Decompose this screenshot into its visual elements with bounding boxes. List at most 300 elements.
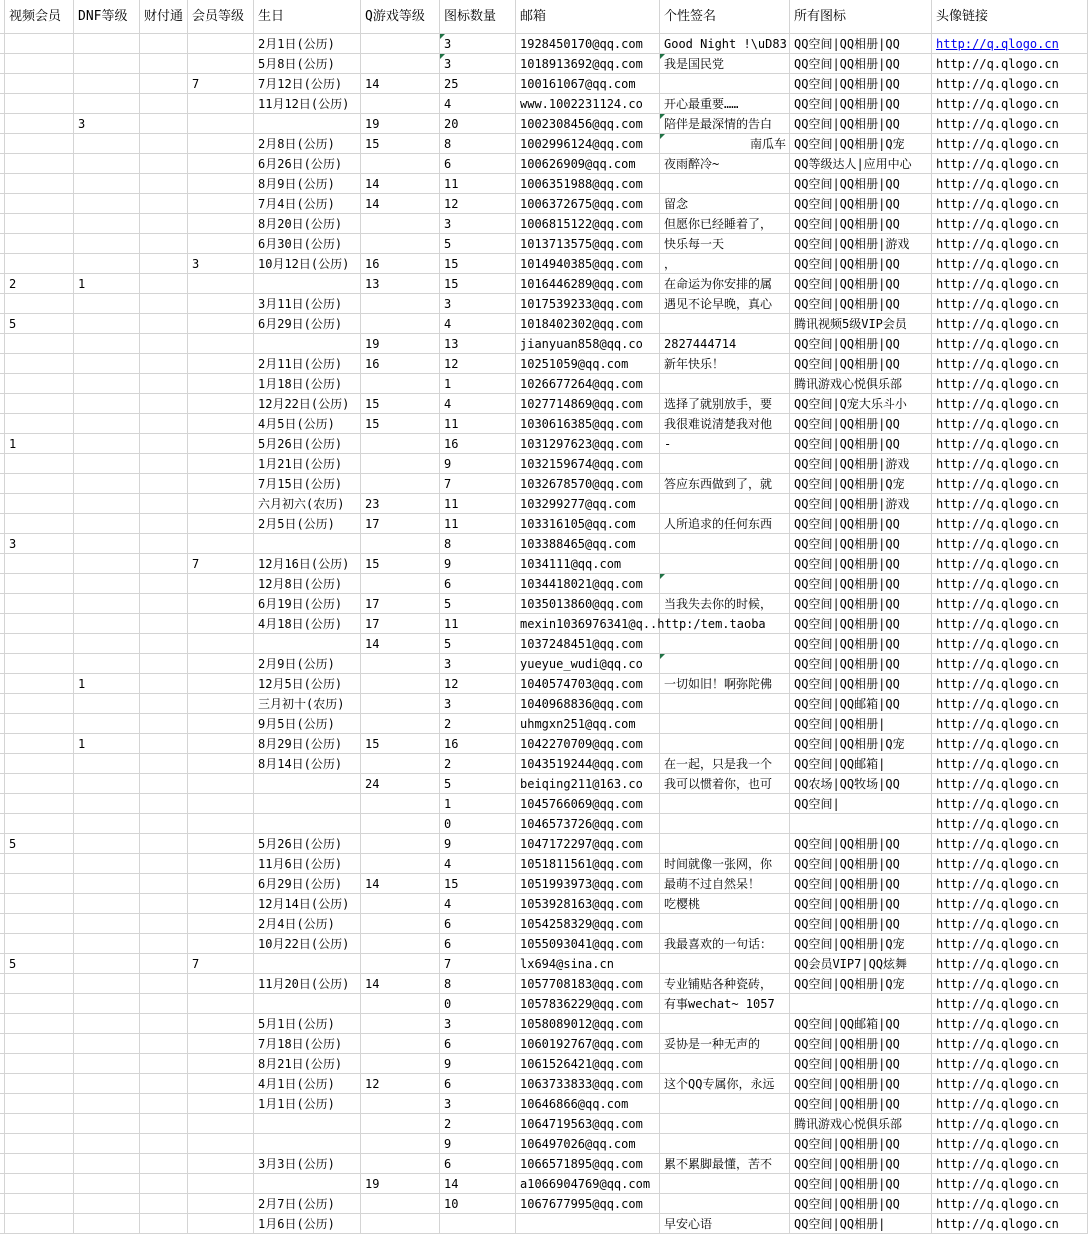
cell-i-15[interactable] <box>660 314 790 334</box>
cell-c-43[interactable] <box>140 874 188 894</box>
cell-e-20[interactable]: 4月5日(公历) <box>254 414 361 434</box>
avatar-link[interactable]: http://q.qlogo.cn <box>936 1177 1059 1191</box>
cell-c-30[interactable] <box>140 614 188 634</box>
avatar-link[interactable]: http://q.qlogo.cn <box>936 117 1059 131</box>
cell-e-18[interactable]: 1月18日(公历) <box>254 374 361 394</box>
cell-i-35[interactable] <box>660 714 790 734</box>
cell-i-44[interactable]: 吃樱桃 <box>660 894 790 914</box>
cell-g-17[interactable]: 12 <box>440 354 516 374</box>
avatar-link[interactable]: http://q.qlogo.cn <box>936 37 1059 51</box>
avatar-link[interactable]: http://q.qlogo.cn <box>936 457 1059 471</box>
cell-i-6[interactable]: 南瓜车 <box>660 134 790 154</box>
cell-f-29[interactable]: 17 <box>361 594 440 614</box>
cell-i-37[interactable]: 在一起，只是我一个 <box>660 754 790 774</box>
cell-h-16[interactable]: jianyuan858@qq.co <box>516 334 660 354</box>
cell-b-8[interactable] <box>74 174 140 194</box>
cell-e-28[interactable]: 12月8日(公历) <box>254 574 361 594</box>
cell-c-59[interactable] <box>140 1194 188 1214</box>
cell-c-27[interactable] <box>140 554 188 574</box>
cell-g-34[interactable]: 3 <box>440 694 516 714</box>
cell-b-36[interactable]: 1 <box>74 734 140 754</box>
cell-b-20[interactable] <box>74 414 140 434</box>
cell-h-23[interactable]: 1032678570@qq.com <box>516 474 660 494</box>
cell-a-45[interactable] <box>5 914 74 934</box>
cell-e-44[interactable]: 12月14日(公历) <box>254 894 361 914</box>
cell-k-42[interactable] <box>932 854 1088 874</box>
cell-b-31[interactable] <box>74 634 140 654</box>
cell-a-28[interactable] <box>5 574 74 594</box>
cell-h-27[interactable]: 1034111@qq.com <box>516 554 660 574</box>
cell-d-14[interactable] <box>188 294 254 314</box>
cell-e-45[interactable]: 2月4日(公历) <box>254 914 361 934</box>
cell-f-41[interactable] <box>361 834 440 854</box>
cell-j-29[interactable]: QQ空间|QQ相册|QQ <box>790 594 932 614</box>
cell-i-51[interactable]: 妥协是一种无声的 <box>660 1034 790 1054</box>
cell-h-7[interactable]: 100626909@qq.com <box>516 154 660 174</box>
cell-d-52[interactable] <box>188 1054 254 1074</box>
cell-e-38[interactable] <box>254 774 361 794</box>
cell-b-6[interactable] <box>74 134 140 154</box>
cell-e-60[interactable]: 1月6日(公历) <box>254 1214 361 1234</box>
cell-g-47[interactable]: 7 <box>440 954 516 974</box>
cell-f-2[interactable] <box>361 54 440 74</box>
cell-c-8[interactable] <box>140 174 188 194</box>
cell-i-21[interactable]: - <box>660 434 790 454</box>
cell-g-1[interactable]: 3 <box>440 34 516 54</box>
cell-b-59[interactable] <box>74 1194 140 1214</box>
cell-f-59[interactable] <box>361 1194 440 1214</box>
cell-k-32[interactable] <box>932 654 1088 674</box>
cell-k-31[interactable] <box>932 634 1088 654</box>
cell-e-47[interactable] <box>254 954 361 974</box>
cell-f-20[interactable]: 15 <box>361 414 440 434</box>
cell-d-30[interactable] <box>188 614 254 634</box>
cell-b-3[interactable] <box>74 74 140 94</box>
cell-h-17[interactable]: 10251059@qq.com <box>516 354 660 374</box>
cell-i-28[interactable] <box>660 574 790 594</box>
cell-c-2[interactable] <box>140 54 188 74</box>
cell-k-27[interactable] <box>932 554 1088 574</box>
cell-f-5[interactable]: 19 <box>361 114 440 134</box>
cell-b-33[interactable]: 1 <box>74 674 140 694</box>
cell-g-60[interactable] <box>440 1214 516 1234</box>
cell-k-23[interactable] <box>932 474 1088 494</box>
cell-d-37[interactable] <box>188 754 254 774</box>
cell-c-23[interactable] <box>140 474 188 494</box>
cell-c-24[interactable] <box>140 494 188 514</box>
cell-e-35[interactable]: 9月5日(公历) <box>254 714 361 734</box>
avatar-link[interactable]: http://q.qlogo.cn <box>936 1137 1059 1151</box>
cell-d-22[interactable] <box>188 454 254 474</box>
cell-g-30[interactable]: 11 <box>440 614 516 634</box>
cell-a-36[interactable] <box>5 734 74 754</box>
cell-h-51[interactable]: 1060192767@qq.com <box>516 1034 660 1054</box>
cell-e-50[interactable]: 5月1日(公历) <box>254 1014 361 1034</box>
cell-c-28[interactable] <box>140 574 188 594</box>
cell-b-9[interactable] <box>74 194 140 214</box>
avatar-link[interactable]: http://q.qlogo.cn <box>936 817 1059 831</box>
cell-k-34[interactable] <box>932 694 1088 714</box>
cell-g-46[interactable]: 6 <box>440 934 516 954</box>
cell-g-49[interactable]: 0 <box>440 994 516 1014</box>
cell-h-2[interactable]: 1018913692@qq.com <box>516 54 660 74</box>
cell-i-36[interactable] <box>660 734 790 754</box>
cell-k-45[interactable] <box>932 914 1088 934</box>
cell-a-6[interactable] <box>5 134 74 154</box>
cell-g-44[interactable]: 4 <box>440 894 516 914</box>
cell-g-12[interactable]: 15 <box>440 254 516 274</box>
cell-h-55[interactable]: 1064719563@qq.com <box>516 1114 660 1134</box>
cell-k-1[interactable] <box>932 34 1088 54</box>
avatar-link[interactable]: http://q.qlogo.cn <box>936 857 1059 871</box>
cell-g-45[interactable]: 6 <box>440 914 516 934</box>
cell-h-13[interactable]: 1016446289@qq.com <box>516 274 660 294</box>
cell-g-23[interactable]: 7 <box>440 474 516 494</box>
cell-f-17[interactable]: 16 <box>361 354 440 374</box>
cell-k-5[interactable] <box>932 114 1088 134</box>
cell-k-14[interactable] <box>932 294 1088 314</box>
cell-b-15[interactable] <box>74 314 140 334</box>
cell-j-19[interactable]: QQ空间|Q宠大乐斗小 <box>790 394 932 414</box>
cell-g-48[interactable]: 8 <box>440 974 516 994</box>
cell-k-6[interactable] <box>932 134 1088 154</box>
cell-i-4[interactable]: 开心最重要…… <box>660 94 790 114</box>
cell-b-51[interactable] <box>74 1034 140 1054</box>
avatar-link[interactable]: http://q.qlogo.cn <box>936 957 1059 971</box>
cell-a-59[interactable] <box>5 1194 74 1214</box>
cell-h-57[interactable]: 1066571895@qq.com <box>516 1154 660 1174</box>
cell-e-32[interactable]: 2月9日(公历) <box>254 654 361 674</box>
cell-k-17[interactable] <box>932 354 1088 374</box>
cell-k-7[interactable] <box>932 154 1088 174</box>
cell-j-52[interactable]: QQ空间|QQ相册|QQ <box>790 1054 932 1074</box>
cell-g-35[interactable]: 2 <box>440 714 516 734</box>
cell-c-18[interactable] <box>140 374 188 394</box>
cell-f-44[interactable] <box>361 894 440 914</box>
cell-f-25[interactable]: 17 <box>361 514 440 534</box>
cell-f-43[interactable]: 14 <box>361 874 440 894</box>
cell-g-58[interactable]: 14 <box>440 1174 516 1194</box>
cell-a-60[interactable] <box>5 1214 74 1234</box>
cell-j-41[interactable]: QQ空间|QQ相册|QQ <box>790 834 932 854</box>
cell-i-32[interactable] <box>660 654 790 674</box>
cell-k-30[interactable] <box>932 614 1088 634</box>
cell-g-51[interactable]: 6 <box>440 1034 516 1054</box>
avatar-link[interactable]: http://q.qlogo.cn <box>936 1217 1059 1231</box>
cell-d-17[interactable] <box>188 354 254 374</box>
cell-k-37[interactable] <box>932 754 1088 774</box>
cell-e-54[interactable]: 1月1日(公历) <box>254 1094 361 1114</box>
cell-i-49[interactable]: 有事wechat~ 1057 <box>660 994 790 1014</box>
cell-g-24[interactable]: 11 <box>440 494 516 514</box>
cell-d-36[interactable] <box>188 734 254 754</box>
cell-j-49[interactable] <box>790 994 932 1014</box>
cell-g-33[interactable]: 12 <box>440 674 516 694</box>
cell-e-31[interactable] <box>254 634 361 654</box>
cell-i-3[interactable] <box>660 74 790 94</box>
cell-c-34[interactable] <box>140 694 188 714</box>
cell-h-36[interactable]: 1042270709@qq.com <box>516 734 660 754</box>
cell-d-56[interactable] <box>188 1134 254 1154</box>
cell-h-42[interactable]: 1051811561@qq.com <box>516 854 660 874</box>
cell-i-50[interactable] <box>660 1014 790 1034</box>
cell-k-18[interactable] <box>932 374 1088 394</box>
cell-f-18[interactable] <box>361 374 440 394</box>
cell-a-11[interactable] <box>5 234 74 254</box>
cell-j-18[interactable]: 腾讯游戏心悦俱乐部 <box>790 374 932 394</box>
cell-f-13[interactable]: 13 <box>361 274 440 294</box>
cell-a-55[interactable] <box>5 1114 74 1134</box>
avatar-link[interactable]: http://q.qlogo.cn <box>936 397 1059 411</box>
cell-d-57[interactable] <box>188 1154 254 1174</box>
cell-i-16[interactable]: 2827444714 <box>660 334 790 354</box>
cell-j-58[interactable]: QQ空间|QQ相册|QQ <box>790 1174 932 1194</box>
cell-b-41[interactable] <box>74 834 140 854</box>
avatar-link[interactable]: http://q.qlogo.cn <box>936 137 1059 151</box>
cell-b-48[interactable] <box>74 974 140 994</box>
cell-h-11[interactable]: 1013713575@qq.com <box>516 234 660 254</box>
cell-k-58[interactable] <box>932 1174 1088 1194</box>
cell-j-56[interactable]: QQ空间|QQ相册|QQ <box>790 1134 932 1154</box>
cell-b-12[interactable] <box>74 254 140 274</box>
cell-g-41[interactable]: 9 <box>440 834 516 854</box>
cell-g-43[interactable]: 15 <box>440 874 516 894</box>
cell-c-58[interactable] <box>140 1174 188 1194</box>
cell-c-6[interactable] <box>140 134 188 154</box>
cell-a-40[interactable] <box>5 814 74 834</box>
cell-i-59[interactable] <box>660 1194 790 1214</box>
cell-h-22[interactable]: 1032159674@qq.com <box>516 454 660 474</box>
cell-g-57[interactable]: 6 <box>440 1154 516 1174</box>
cell-e-53[interactable]: 4月1日(公历) <box>254 1074 361 1094</box>
cell-k-8[interactable] <box>932 174 1088 194</box>
cell-b-23[interactable] <box>74 474 140 494</box>
cell-k-33[interactable] <box>932 674 1088 694</box>
cell-h-43[interactable]: 1051993973@qq.com <box>516 874 660 894</box>
cell-f-11[interactable] <box>361 234 440 254</box>
cell-a-50[interactable] <box>5 1014 74 1034</box>
cell-b-24[interactable] <box>74 494 140 514</box>
avatar-link[interactable]: http://q.qlogo.cn <box>936 637 1059 651</box>
cell-j-59[interactable]: QQ空间|QQ相册|QQ <box>790 1194 932 1214</box>
cell-c-56[interactable] <box>140 1134 188 1154</box>
column-header-c[interactable]: 财付通 <box>140 0 188 34</box>
cell-e-33[interactable]: 12月5日(公历) <box>254 674 361 694</box>
cell-f-12[interactable]: 16 <box>361 254 440 274</box>
cell-f-10[interactable] <box>361 214 440 234</box>
cell-j-60[interactable]: QQ空间|QQ相册| <box>790 1214 932 1234</box>
cell-i-11[interactable]: 快乐每一天 <box>660 234 790 254</box>
cell-f-8[interactable]: 14 <box>361 174 440 194</box>
cell-j-34[interactable]: QQ空间|QQ邮箱|QQ <box>790 694 932 714</box>
avatar-link[interactable]: http://q.qlogo.cn <box>936 237 1059 251</box>
cell-g-15[interactable]: 4 <box>440 314 516 334</box>
avatar-link[interactable]: http://q.qlogo.cn <box>936 157 1059 171</box>
cell-a-56[interactable] <box>5 1134 74 1154</box>
avatar-link[interactable]: http://q.qlogo.cn <box>936 97 1059 111</box>
cell-c-5[interactable] <box>140 114 188 134</box>
cell-a-47[interactable]: 5 <box>5 954 74 974</box>
avatar-link[interactable]: http://q.qlogo.cn <box>936 1077 1059 1091</box>
cell-d-27[interactable]: 7 <box>188 554 254 574</box>
cell-e-29[interactable]: 6月19日(公历) <box>254 594 361 614</box>
cell-j-45[interactable]: QQ空间|QQ相册|QQ <box>790 914 932 934</box>
cell-i-55[interactable] <box>660 1114 790 1134</box>
avatar-link[interactable]: http://q.qlogo.cn <box>936 737 1059 751</box>
cell-b-4[interactable] <box>74 94 140 114</box>
avatar-link[interactable]: http://q.qlogo.cn <box>936 777 1059 791</box>
cell-c-39[interactable] <box>140 794 188 814</box>
cell-j-16[interactable]: QQ空间|QQ相册|QQ <box>790 334 932 354</box>
cell-b-47[interactable] <box>74 954 140 974</box>
cell-a-21[interactable]: 1 <box>5 434 74 454</box>
cell-i-31[interactable] <box>660 634 790 654</box>
cell-k-12[interactable] <box>932 254 1088 274</box>
cell-e-6[interactable]: 2月8日(公历) <box>254 134 361 154</box>
cell-a-32[interactable] <box>5 654 74 674</box>
cell-g-55[interactable]: 2 <box>440 1114 516 1134</box>
cell-c-29[interactable] <box>140 594 188 614</box>
cell-a-25[interactable] <box>5 514 74 534</box>
cell-f-58[interactable]: 19 <box>361 1174 440 1194</box>
cell-f-47[interactable] <box>361 954 440 974</box>
cell-j-13[interactable]: QQ空间|QQ相册|QQ <box>790 274 932 294</box>
cell-c-36[interactable] <box>140 734 188 754</box>
cell-f-36[interactable]: 15 <box>361 734 440 754</box>
cell-g-54[interactable]: 3 <box>440 1094 516 1114</box>
cell-h-9[interactable]: 1006372675@qq.com <box>516 194 660 214</box>
cell-j-10[interactable]: QQ空间|QQ相册|QQ <box>790 214 932 234</box>
cell-c-51[interactable] <box>140 1034 188 1054</box>
cell-e-24[interactable]: 六月初六(农历) <box>254 494 361 514</box>
cell-a-57[interactable] <box>5 1154 74 1174</box>
cell-b-50[interactable] <box>74 1014 140 1034</box>
cell-d-15[interactable] <box>188 314 254 334</box>
cell-e-12[interactable]: 10月12日(公历) <box>254 254 361 274</box>
cell-f-42[interactable] <box>361 854 440 874</box>
cell-b-5[interactable]: 3 <box>74 114 140 134</box>
cell-c-42[interactable] <box>140 854 188 874</box>
cell-c-10[interactable] <box>140 214 188 234</box>
cell-h-5[interactable]: 1002308456@qq.com <box>516 114 660 134</box>
cell-e-1[interactable]: 2月1日(公历) <box>254 34 361 54</box>
avatar-link[interactable]: http://q.qlogo.cn <box>936 577 1059 591</box>
cell-c-20[interactable] <box>140 414 188 434</box>
avatar-link[interactable]: http://q.qlogo.cn <box>936 217 1059 231</box>
cell-a-38[interactable] <box>5 774 74 794</box>
cell-j-35[interactable]: QQ空间|QQ相册| <box>790 714 932 734</box>
cell-a-20[interactable] <box>5 414 74 434</box>
cell-e-58[interactable] <box>254 1174 361 1194</box>
cell-a-54[interactable] <box>5 1094 74 1114</box>
cell-h-15[interactable]: 1018402302@qq.com <box>516 314 660 334</box>
cell-j-26[interactable]: QQ空间|QQ相册|QQ <box>790 534 932 554</box>
cell-j-5[interactable]: QQ空间|QQ相册|QQ <box>790 114 932 134</box>
cell-j-4[interactable]: QQ空间|QQ相册|QQ <box>790 94 932 114</box>
cell-j-48[interactable]: QQ空间|QQ相册|Q宠 <box>790 974 932 994</box>
cell-b-56[interactable] <box>74 1134 140 1154</box>
cell-d-20[interactable] <box>188 414 254 434</box>
cell-a-27[interactable] <box>5 554 74 574</box>
cell-a-51[interactable] <box>5 1034 74 1054</box>
cell-d-38[interactable] <box>188 774 254 794</box>
cell-j-23[interactable]: QQ空间|QQ相册|Q宠 <box>790 474 932 494</box>
cell-d-6[interactable] <box>188 134 254 154</box>
cell-f-57[interactable] <box>361 1154 440 1174</box>
cell-i-12[interactable]: ， <box>660 254 790 274</box>
cell-a-23[interactable] <box>5 474 74 494</box>
cell-b-37[interactable] <box>74 754 140 774</box>
cell-h-24[interactable]: 103299277@qq.com <box>516 494 660 514</box>
cell-k-35[interactable] <box>932 714 1088 734</box>
cell-b-1[interactable] <box>74 34 140 54</box>
cell-d-46[interactable] <box>188 934 254 954</box>
cell-h-21[interactable]: 1031297623@qq.com <box>516 434 660 454</box>
avatar-link[interactable]: http://q.qlogo.cn <box>936 497 1059 511</box>
cell-h-25[interactable]: 103316105@qq.com <box>516 514 660 534</box>
cell-f-40[interactable] <box>361 814 440 834</box>
column-header-k[interactable]: 头像链接 <box>932 0 1088 34</box>
cell-c-17[interactable] <box>140 354 188 374</box>
cell-b-22[interactable] <box>74 454 140 474</box>
cell-d-34[interactable] <box>188 694 254 714</box>
cell-e-17[interactable]: 2月11日(公历) <box>254 354 361 374</box>
cell-a-5[interactable] <box>5 114 74 134</box>
cell-g-28[interactable]: 6 <box>440 574 516 594</box>
cell-j-9[interactable]: QQ空间|QQ相册|QQ <box>790 194 932 214</box>
column-header-g[interactable]: 图标数量 <box>440 0 516 34</box>
cell-f-7[interactable] <box>361 154 440 174</box>
cell-d-60[interactable] <box>188 1214 254 1234</box>
cell-h-46[interactable]: 1055093041@qq.com <box>516 934 660 954</box>
cell-e-49[interactable] <box>254 994 361 1014</box>
cell-j-20[interactable]: QQ空间|QQ相册|QQ <box>790 414 932 434</box>
cell-a-29[interactable] <box>5 594 74 614</box>
cell-i-27[interactable] <box>660 554 790 574</box>
cell-i-41[interactable] <box>660 834 790 854</box>
cell-d-55[interactable] <box>188 1114 254 1134</box>
cell-j-33[interactable]: QQ空间|QQ相册|QQ <box>790 674 932 694</box>
cell-g-4[interactable]: 4 <box>440 94 516 114</box>
cell-a-26[interactable]: 3 <box>5 534 74 554</box>
cell-k-49[interactable] <box>932 994 1088 1014</box>
cell-d-5[interactable] <box>188 114 254 134</box>
avatar-link[interactable]: http://q.qlogo.cn <box>936 1057 1059 1071</box>
cell-e-59[interactable]: 2月7日(公历) <box>254 1194 361 1214</box>
cell-b-60[interactable] <box>74 1214 140 1234</box>
cell-b-35[interactable] <box>74 714 140 734</box>
cell-j-7[interactable]: QQ等级达人|应用中心 <box>790 154 932 174</box>
cell-j-36[interactable]: QQ空间|QQ相册|Q宠 <box>790 734 932 754</box>
cell-f-19[interactable]: 15 <box>361 394 440 414</box>
cell-a-39[interactable] <box>5 794 74 814</box>
cell-i-17[interactable]: 新年快乐！ <box>660 354 790 374</box>
cell-g-7[interactable]: 6 <box>440 154 516 174</box>
cell-h-48[interactable]: 1057708183@qq.com <box>516 974 660 994</box>
column-header-h[interactable]: 邮箱 <box>516 0 660 34</box>
cell-h-35[interactable]: uhmgxn251@qq.com <box>516 714 660 734</box>
cell-f-34[interactable] <box>361 694 440 714</box>
cell-c-21[interactable] <box>140 434 188 454</box>
cell-h-28[interactable]: 1034418021@qq.com <box>516 574 660 594</box>
cell-i-38[interactable]: 我可以惯着你，也可 <box>660 774 790 794</box>
cell-g-19[interactable]: 4 <box>440 394 516 414</box>
cell-a-16[interactable] <box>5 334 74 354</box>
cell-g-6[interactable]: 8 <box>440 134 516 154</box>
cell-j-21[interactable]: QQ空间|QQ相册|QQ <box>790 434 932 454</box>
cell-b-38[interactable] <box>74 774 140 794</box>
cell-a-9[interactable] <box>5 194 74 214</box>
